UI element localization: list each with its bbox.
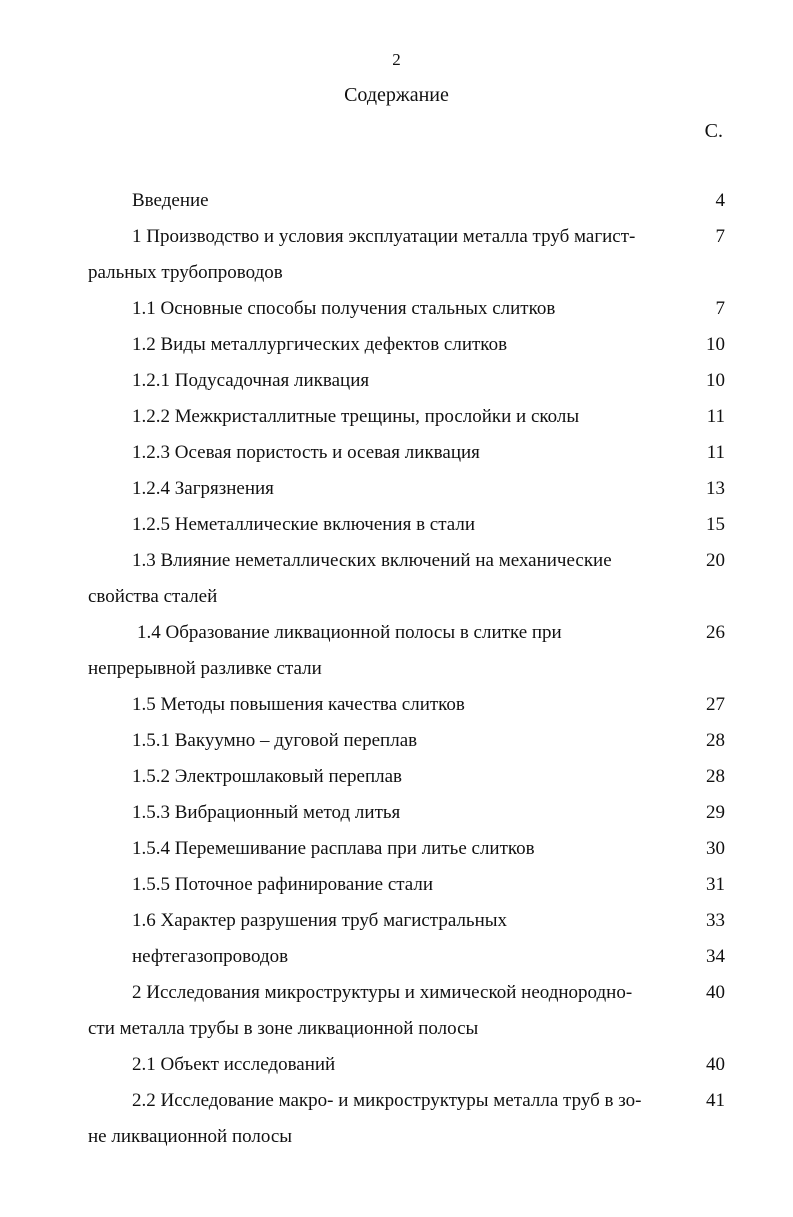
toc-entry-1 [0,226,793,256]
toc-entry-page: 30 [706,838,725,859]
toc-entry-1-2-4 [0,478,793,508]
toc-entry-text: сти металла трубы в зоне ликвационной полосы [88,1018,479,1039]
toc-entry-page: 15 [706,514,725,535]
toc-entry-page: 26 [706,622,725,643]
toc-entry-page: 11 [706,442,725,463]
toc-entry-text: 1.2 Виды металлургических дефектов слитков [132,334,508,355]
toc-entry-2-1 [0,1054,793,1084]
toc-entry-text: Введение [132,190,209,211]
toc-entry-text: 1.2.5 Неметаллические включения в стали [132,514,476,535]
toc-entry-text: 1.5 Методы повышения качества слитков [132,694,465,715]
toc-entry-1-cont [0,262,793,292]
toc-entry-page: 40 [706,1054,725,1075]
toc-entry-2 [0,982,793,1012]
toc-entry-1-4-cont [0,658,793,688]
toc-entry-2-cont [0,1018,793,1048]
toc-entry-text: 1.2.4 Загрязнения [132,478,274,499]
toc-entry-text: 1.2.1 Подусадочная ликвация [132,370,370,391]
toc-entry-text: ральных трубопроводов [88,262,283,283]
toc-entry-page: 20 [706,550,725,571]
toc-entry-1-3-cont [0,586,793,616]
toc-entry-page: 33 [706,910,725,931]
toc-entry-text: нефтегазопроводов [132,946,289,967]
toc-entry-1-5-5 [0,874,793,904]
toc-entry-1-2 [0,334,793,364]
toc-entry-page: 41 [706,1090,725,1111]
toc-entry-text: 2 Исследования микроструктуры и химической неоднородно- [132,982,633,1003]
toc-entry-text: 1.5.5 Поточное рафинирование стали [132,874,434,895]
toc-entry-2-2 [0,1090,793,1120]
toc-entry-page: 40 [706,982,725,1003]
toc-entry-text: 1.1 Основные способы получения стальных слитков [132,298,556,319]
toc-entry-1-3 [0,550,793,580]
toc-entry-text: 2.2 Исследование макро- и микроструктуры металла труб в зо- [132,1090,642,1111]
toc-entry-page: 28 [706,730,725,751]
toc-entry-page: 31 [706,874,725,895]
toc-entry-text: 1.5.1 Вакуумно – дуговой переплав [132,730,418,751]
toc-entry-text: 1.5.3 Вибрационный метод литья [132,802,401,823]
toc-entry-1-2-2 [0,406,793,436]
toc-entry-text: 1.5.2 Электрошлаковый переплав [132,766,403,787]
page-column-label: С. [704,120,723,142]
toc-entry-2-2-cont [0,1126,793,1156]
toc-entry-page: 4 [715,190,725,211]
toc-entry-text: 1 Производство и условия эксплуатации металла труб магист- [132,226,636,247]
toc-entry-introduction [0,190,793,220]
toc-entry-1-5 [0,694,793,724]
toc-entry-1-5-2 [0,766,793,796]
toc-entry-text: 1.2.2 Межкристаллитные трещины, прослойки и сколы [132,406,580,427]
toc-entry-page: 11 [706,406,725,427]
toc-title: Содержание [344,84,449,106]
toc-entry-page: 10 [706,334,725,355]
toc-entry-page: 34 [706,946,725,967]
toc-entry-1-2-3 [0,442,793,472]
toc-entry-1-2-1 [0,370,793,400]
toc-entry-text: свойства сталей [88,586,218,607]
toc-entry-1-5-1 [0,730,793,760]
toc-entry-page: 7 [715,298,725,319]
toc-entry-1-5-3 [0,802,793,832]
toc-entry-text: 1.5.4 Перемешивание расплава при литье слитков [132,838,535,859]
toc-entry-page: 7 [715,226,725,247]
toc-entry-page: 28 [706,766,725,787]
toc-entry-text: 2.1 Объект исследований [132,1054,336,1075]
toc-entry-1-1 [0,298,793,328]
toc-entry-page: 10 [706,370,725,391]
page-number: 2 [392,50,401,69]
toc-entry-page: 29 [706,802,725,823]
toc-entry-page: 13 [706,478,725,499]
toc-entry-1-5-4 [0,838,793,868]
toc-entry-text: 1.6 Характер разрушения труб магистральных [132,910,508,931]
toc-entry-1-6 [0,910,793,940]
toc-entry-1-6-cont [0,946,793,976]
toc-entry-page: 27 [706,694,725,715]
toc-entry-1-2-5 [0,514,793,544]
toc-entry-text: 1.4 Образование ликвационной полосы в слитке при [137,622,562,643]
toc-entry-text: 1.2.3 Осевая пористость и осевая ликвация [132,442,480,463]
toc-entry-text: непрерывной разливке стали [88,658,322,679]
toc-entry-text: 1.3 Влияние неметаллических включений на механические [132,550,612,571]
toc-entry-1-4 [0,622,793,652]
toc-entry-text: не ликвационной полосы [88,1126,293,1147]
